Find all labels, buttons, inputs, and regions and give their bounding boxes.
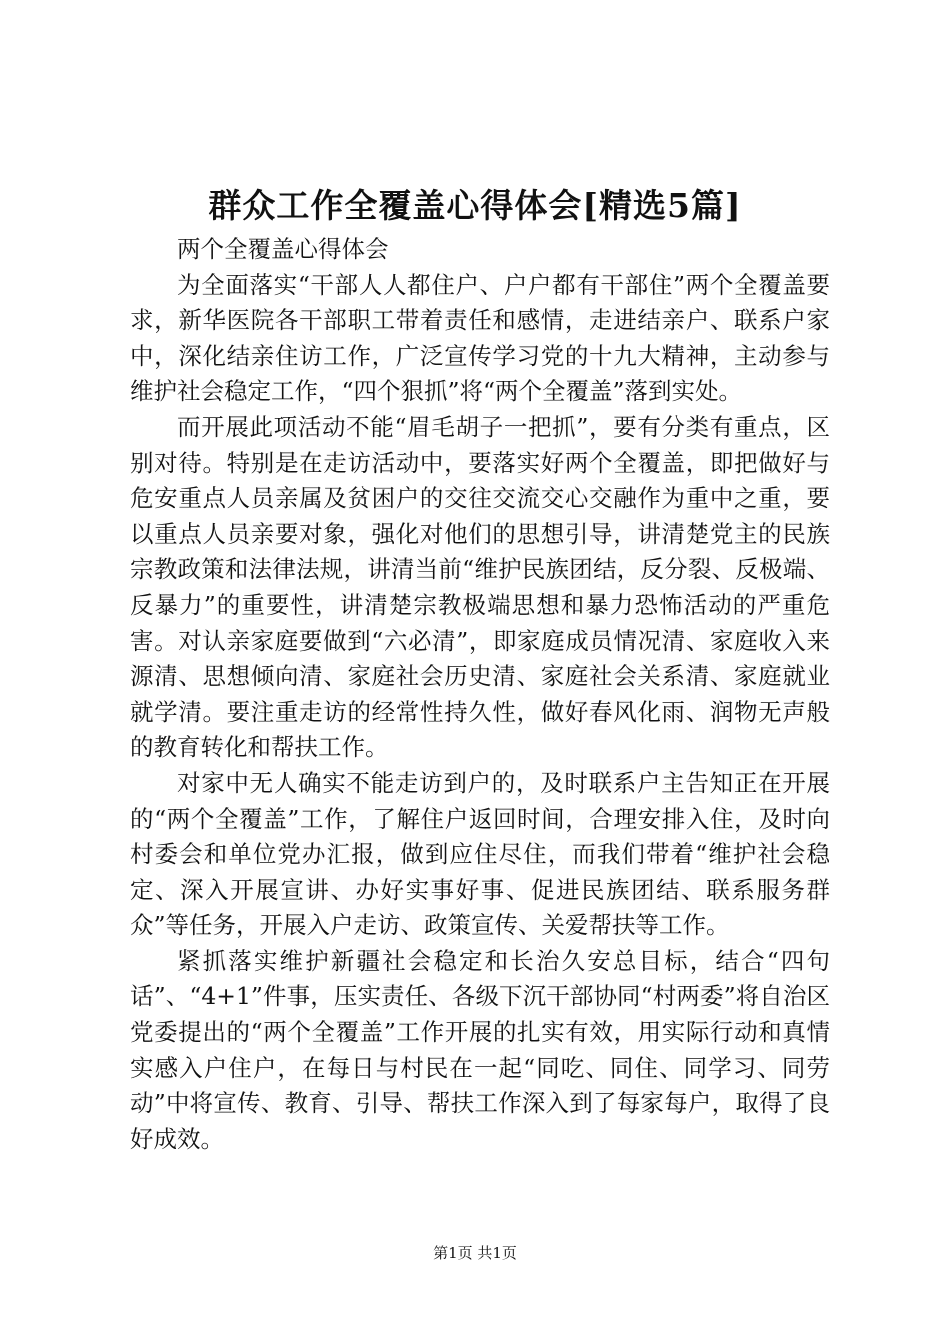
paragraph-3: 对家中无人确实不能走访到户的，及时联系户主告知正在开展的“两个全覆盖”工作，了解住户返回时间，合理安排入住，及时向村委会和单位党办汇报，做到应住尽住，而我们带着“维护社会稳定、深入开展宣讲、办好实事好事、促进民族团结、联系服务群众”等任务，开展入户走访、政策宣传、关爱帮扶等工作。	[130, 768, 830, 940]
paragraph-2: 而开展此项活动不能“眉毛胡子一把抓”，要有分类有重点，区别对待。特别是在走访活动中，要落实好两个全覆盖，即把做好与危安重点人员亲属及贫困户的交往交流交心交融作为重中之重，要以重点人员亲要对象，强化对他们的思想引导，讲清楚党主的民族宗教政策和法律法规，讲清当前“维护民族团结，反分裂、反极端、反暴力”的重要性，讲清楚宗教极端思想和暴力恐怖活动的严重危害。对认亲家庭要做到“六必清”，即家庭成员情况清、家庭收入来源清、思想倾向清、家庭社会历史清、家庭社会关系清、家庭就业就学清。要注重走访的经常性持久性，做好春风化雨、润物无声般的教育转化和帮扶工作。	[130, 412, 830, 762]
document-title: 群众工作全覆盖心得体会[精选5篇]	[208, 186, 742, 225]
page-number-footer: 第1页 共1页	[433, 1244, 517, 1262]
document-body	[130, 232, 830, 1157]
paragraph-1: 为全面落实“干部人人都住户、户户都有干部住”两个全覆盖要求，新华医院各干部职工带着责任和感情，走进结亲户、联系户家中，深化结亲住访工作，广泛宣传学习党的十九大精神，主动参与维护社会稳定工作，“四个狠抓”将“两个全覆盖”落到实处。	[130, 270, 830, 406]
paragraph-4: 紧抓落实维护新疆社会稳定和长治久安总目标，结合“四句话”、“4+1”件事，压实责任、各级下沉干部协同“村两委”将自治区党委提出的“两个全覆盖”工作开展的扎实有效，用实际行动和真情实感入户住户，在每日与村民在一起“同吃、同住、同学习、同劳动”中将宣传、教育、引导、帮扶工作深入到了每家每户，取得了良好成效。	[130, 946, 830, 1153]
document-subtitle: 两个全覆盖心得体会	[177, 235, 389, 263]
